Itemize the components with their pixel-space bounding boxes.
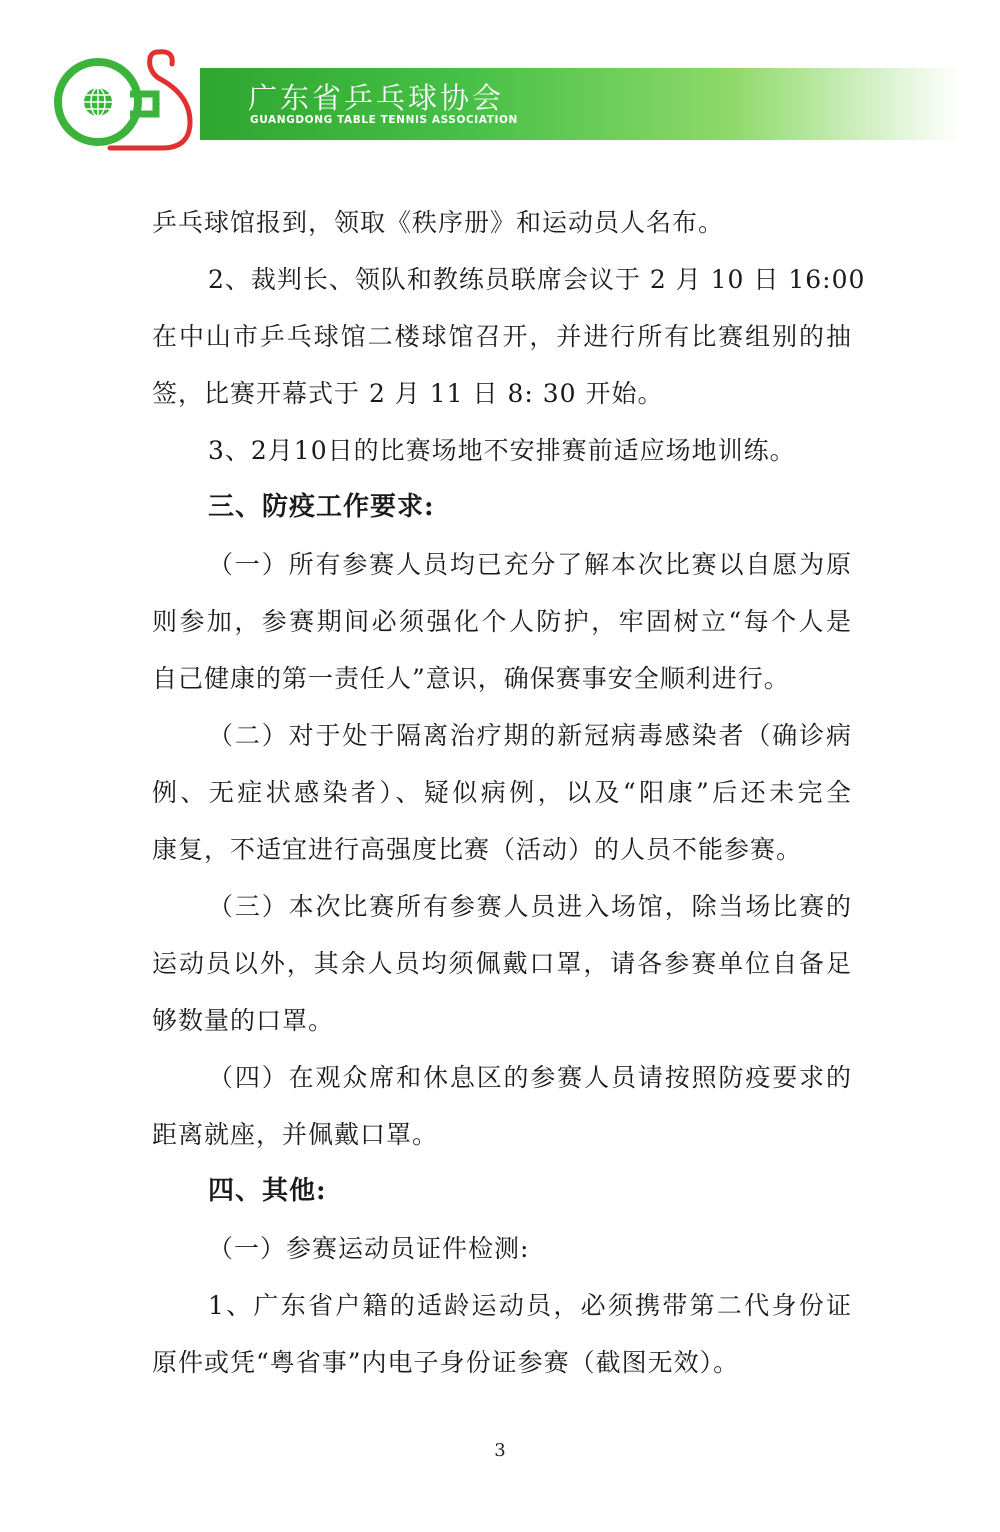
text-line: 在中山市乒乓球馆二楼球馆召开，并进行所有比赛组别的抽	[152, 322, 852, 351]
text-line: （三）本次比赛所有参赛人员进入场馆，除当场比赛的	[208, 892, 852, 921]
text-line: 乒乓球馆报到，领取《秩序册》和运动员人名布。	[152, 208, 725, 237]
text-line: 自己健康的第一责任人”意识，确保赛事安全顺利进行。	[152, 664, 790, 693]
page-number: 3	[494, 1440, 506, 1461]
text-line: 原件或凭“粤省事”内电子身份证参赛（截图无效）。	[152, 1348, 740, 1377]
text-line: 2、裁判长、领队和教练员联席会议于 2 月 10 日 16:00	[208, 265, 866, 294]
document-body	[152, 194, 866, 1391]
section-heading: 三、防疫工作要求:	[208, 492, 435, 522]
text-line: （四）在观众席和休息区的参赛人员请按照防疫要求的	[208, 1063, 852, 1092]
header-banner	[200, 68, 960, 140]
association-logo-icon	[50, 44, 220, 154]
section-heading: 四、其他:	[208, 1176, 327, 1206]
text-line: 康复，不适宜进行高强度比赛（活动）的人员不能参赛。	[152, 835, 803, 864]
text-line: （一）所有参赛人员均已充分了解本次比赛以自愿为原	[208, 550, 852, 579]
association-subtitle: GUANGDONG TABLE TENNIS ASSOCIATION	[250, 114, 518, 126]
text-line: 距离就座，并佩戴口罩。	[152, 1120, 439, 1149]
text-line: 1、广东省户籍的适龄运动员，必须携带第二代身份证	[208, 1291, 852, 1320]
text-line: 运动员以外，其余人员均须佩戴口罩，请各参赛单位自备足	[152, 949, 852, 978]
text-line: （二）对于处于隔离治疗期的新冠病毒感染者（确诊病	[208, 721, 852, 750]
text-line: （一）参赛运动员证件检测:	[208, 1234, 530, 1263]
text-line: 例、无症状感染者）、疑似病例，以及“阳康”后还未完全	[152, 778, 852, 807]
text-line: 3、2月10日的比赛场地不安排赛前适应场地训练。	[208, 436, 796, 465]
text-line: 则参加，参赛期间必须强化个人防护，牢固树立“每个人是	[152, 607, 852, 636]
association-title: 广东省乒乓球协会	[248, 81, 505, 115]
text-line: 够数量的口罩。	[152, 1006, 335, 1035]
page-header	[0, 0, 1000, 160]
text-line: 签，比赛开幕式于 2 月 11 日 8: 30 开始。	[152, 379, 664, 408]
